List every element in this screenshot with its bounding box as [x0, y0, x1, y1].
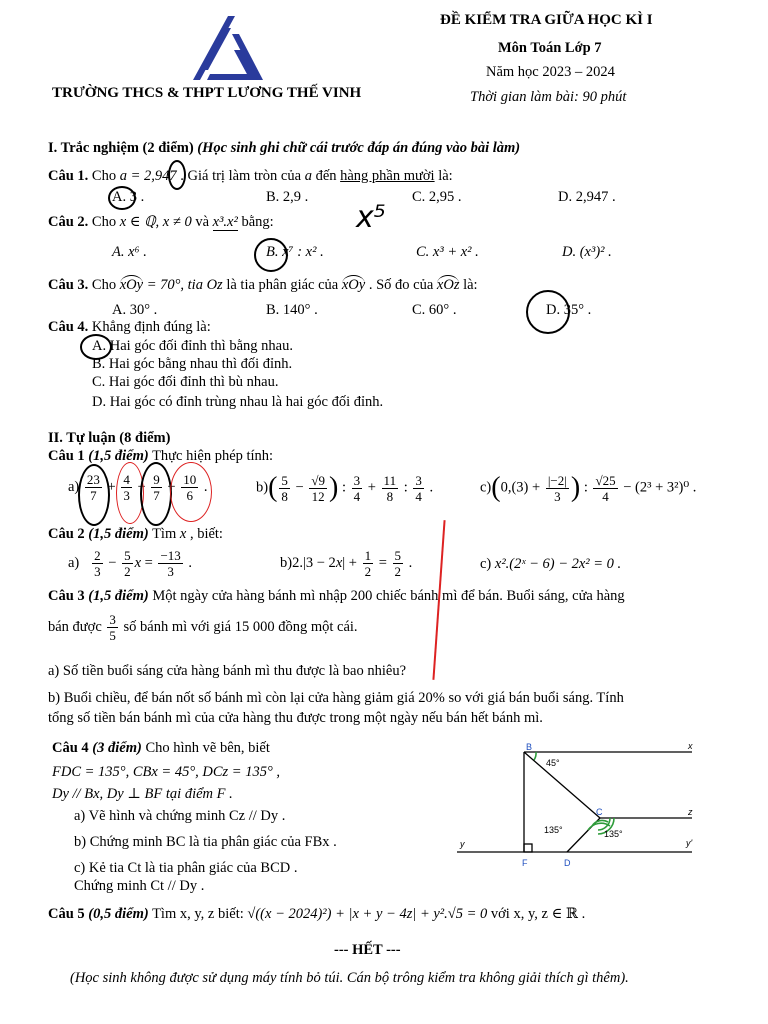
label-135-right: 135° — [604, 829, 623, 839]
p2-q3-b1: b) Buổi chiều, để bán nốt số bánh mì còn lại cửa hàng giảm giá 20% so với giá bán buổi sáng. Tính — [48, 690, 624, 706]
p2-q1-c: c)(0,(3) + $\frac{|-2|}{3}$ ) : $\frac{√25}{4}$ − (2³ + 3²)⁰ . — [480, 472, 697, 504]
p2-q2-text: Câu 2 (1,5 điểm) Tìm x , biết: — [48, 526, 223, 542]
q2-text: Câu 2. Cho x ∈ ℚ, x ≠ 0 và x³.x² bằng: — [48, 214, 274, 230]
label-y-prime: y' — [686, 838, 693, 848]
part1-title: I. Trắc nghiệm (2 điểm) (Học sinh ghi chữ cái trước đáp án đúng vào bài làm) — [48, 140, 521, 156]
q2-option-b[interactable]: B. x⁷ : x² . — [266, 244, 324, 260]
p2-q4-text: Câu 4 (3 điểm) Cho hình vẽ bên, biết — [52, 740, 270, 756]
exam-subject: Môn Toán Lớp 7 — [498, 40, 602, 56]
handwritten-circle — [140, 462, 172, 526]
label-x: x — [688, 742, 693, 751]
p2-q2-c: c) x².(2ˣ − 6) − 2x² = 0 . — [480, 556, 622, 572]
handwritten-circle — [526, 290, 570, 334]
q3-option-a[interactable]: A. 30° . — [112, 302, 158, 318]
p2-q4-a: a) Vẽ hình và chứng minh Cz // Dy . — [74, 808, 286, 824]
p2-q3-line2: bán được $\frac{3}{5}$ số bánh mì với giá 15 000 đồng một cái. — [48, 612, 358, 643]
p2-q4-given2: Dy // Bx, Dy ⊥ BF tại điểm F . — [52, 786, 233, 802]
school-name: TRƯỜNG THCS & THPT LƯƠNG THẾ VINH — [52, 85, 362, 101]
q1-text: Câu 1. Cho a = 2,947 . Giá trị làm tròn của a đến hàng phần mười là: — [48, 168, 453, 184]
label-D: D — [564, 858, 571, 868]
p2-q1-a: a) $\frac{23}{7}$ + $\frac{4}{3}$ + $\frac{9}{7}$ + $\frac{10}{6}$ . — [68, 472, 208, 503]
q1-option-b[interactable]: B. 2,9 . — [266, 189, 309, 205]
p2-q2-b: b)2.|3 − 2x| + $\frac{1}{2}$ = $\frac{5}{2}$ . — [280, 548, 413, 579]
label-45: 45° — [546, 758, 560, 768]
handwritten-circle — [78, 464, 110, 526]
exam-time: Thời gian làm bài: 90 phút — [470, 89, 627, 105]
q2-option-a[interactable]: A. x⁶ . — [112, 244, 147, 260]
handwritten-circle — [254, 238, 288, 272]
q4-option-b[interactable]: B. Hai góc bằng nhau thì đối đỉnh. — [92, 356, 293, 372]
p2-q4-c: c) Kẻ tia Ct là tia phân giác của BCD . — [74, 860, 298, 876]
q4-option-a[interactable]: A. Hai góc đối đỉnh thì bằng nhau. — [92, 338, 293, 354]
end-marker: --- HẾT --- — [334, 942, 401, 958]
p2-q4-given1: FDC = 135°, CBx = 45°, DCz = 135° , — [52, 764, 280, 780]
q1-option-c[interactable]: C. 2,95 . — [412, 189, 462, 205]
label-y: y — [460, 839, 465, 849]
q2-option-d[interactable]: D. (x³)² . — [562, 244, 612, 260]
q2-option-c[interactable]: C. x³ + x² . — [416, 244, 479, 260]
p2-q3-a: a) Số tiền buổi sáng cửa hàng bánh mì thu được là bao nhiêu? — [48, 663, 407, 679]
q4-text: Câu 4. Khẳng định đúng là: — [48, 319, 211, 335]
handwritten-circle — [168, 160, 186, 190]
label-z: z — [688, 807, 693, 817]
p2-q3-b2: tổng số tiền bán bánh mì của cửa hàng thu được trong một ngày nếu bán hết bánh mì. — [48, 710, 543, 726]
label-135-left: 135° — [544, 825, 563, 835]
q4-option-d[interactable]: D. Hai góc có đỉnh trùng nhau là hai góc đối đỉnh. — [92, 394, 384, 410]
part2-title: II. Tự luận (8 điểm) — [48, 430, 171, 446]
p2-q4-c2: Chứng minh Ct // Dy . — [74, 878, 205, 894]
p2-q1-text: Câu 1 (1,5 điểm) Thực hiện phép tính: — [48, 448, 274, 464]
p2-q1-b: b)( $\frac{5}{8}$ − $\frac{√9}{12}$ ) : $\frac{3}{4}$ + $\frac{11}{8}$ : $\frac{3}{4}$ . — [256, 472, 434, 504]
footer-note: (Học sinh không được sử dụng máy tính bỏ túi. Cán bộ trông kiểm tra không giải thích gì thêm). — [70, 970, 629, 986]
handwritten-circle — [170, 462, 212, 522]
handwritten-answer: x⁵ — [356, 200, 386, 235]
p2-q5-text: Câu 5 (0,5 điểm) Tìm x, y, z biết: √((x − 2024)²) + |x + y − 4z| + y².√5 = 0 với x, y, z ∈ ℝ . — [48, 906, 586, 922]
exam-year: Năm học 2023 – 2024 — [486, 64, 615, 80]
q3-text: Câu 3. Cho xOy = 70°, tia Oz là tia phân giác của xOy . Số đo của xOz là: — [48, 277, 478, 293]
q1-option-d[interactable]: D. 2,947 . — [558, 189, 616, 205]
p2-q4-b: b) Chứng minh BC là tia phân giác của FBx . — [74, 834, 337, 850]
q3-option-d[interactable]: D. 35° . — [546, 302, 592, 318]
q3-option-c[interactable]: C. 60° . — [412, 302, 457, 318]
geometry-figure — [452, 742, 708, 876]
label-C: C — [596, 807, 603, 817]
exam-title: ĐỀ KIỂM TRA GIỮA HỌC KÌ I — [440, 12, 653, 28]
p2-q2-a: a) $\frac{2}{3}$ − $\frac{5}{2}$ x = $\frac{-13}{3}$ . — [68, 548, 193, 579]
q4-option-c[interactable]: C. Hai góc đối đỉnh thì bù nhau. — [92, 374, 279, 390]
p2-q3-line1: Câu 3 (1,5 điểm) Một ngày cửa hàng bánh mì nhập 200 chiếc bánh mì để bán. Buổi sáng, cửa hàng — [48, 588, 625, 604]
school-logo — [188, 14, 268, 86]
label-B: B — [526, 742, 533, 752]
q3-option-b[interactable]: B. 140° . — [266, 302, 318, 318]
label-F: F — [522, 858, 528, 868]
handwritten-circle — [108, 186, 136, 210]
q1-option-a[interactable]: A. 3 . — [112, 189, 145, 205]
